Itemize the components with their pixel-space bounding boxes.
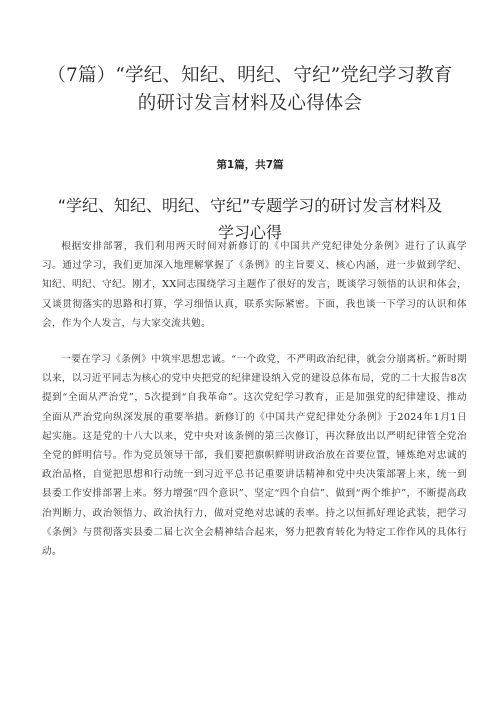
body-paragraph: 根据安排部署，我们利用两天时间对新修订的《中国共产党纪律处分条例》进行了认真学习。通过学习，我们更加深入地理解掌握了《条例》的主旨要义、核心内涵，进一步做到学纪、知纪、明纪、守纪。刚才，XX同志围绕学习主题作了很好的发言，既谈学习领悟的认识和体会，又谈贯彻落实的思路和打算，学习细悟认真，联系实际紧密。下面，我也谈一下学习的认识和体会，作为个人发言，与大家交流共勉。 [42, 241, 467, 329]
body-paragraph: 一要在学习《条例》中筑牢思想忠诚。“一个政党，不严明政治纪律，就会分崩离析。”新时期以来，以习近平同志为核心的党中央把党的纪律建设纳入党的建设总体布局，党的二十大报告8次提到“全面从严治党”，5次提到“自我革命”。这次党纪学习教育，正是加强党的纪律建设、推动全面从严治党向纵深发展的重要举措。新修订的《中国共产党纪律处分条例》于2024年1月1日起实施。这是党的十八大以来，党中央对该条例的第三次修订，再次释放出以严明纪律管全党治全党的鲜明信号。作为党员领导干部，我们要把旗帜鲜明讲政治放在首要位置，锤炼绝对忠诚的政治品格，自觉把思想和行动统一到习近平总书记重要讲话精神和党中央决策部署上来，统一到县委工作安排部署上来。努力增强“四个意识”、坚定“四个自信”、做到“两个维护”，不断提高政治判断力、政治领悟力、政治执行力，做对党绝对忠诚的表率。持之以恒抓好理论武装，把学习《条例》与贯彻落实县委二届七次全会精神结合起来，努力把教育转化为特定工作作风的具体行动。 [42, 354, 467, 558]
section-title: “学纪、知纪、明纪、守纪”专题学习的研讨发言材料及学习心得 [57, 196, 443, 242]
document-title: （7篇）“学纪、知纪、明纪、守纪”党纪学习教育的研讨发言材料及心得体会 [47, 65, 453, 114]
part-label: 第1篇，共7篇 [216, 159, 284, 171]
